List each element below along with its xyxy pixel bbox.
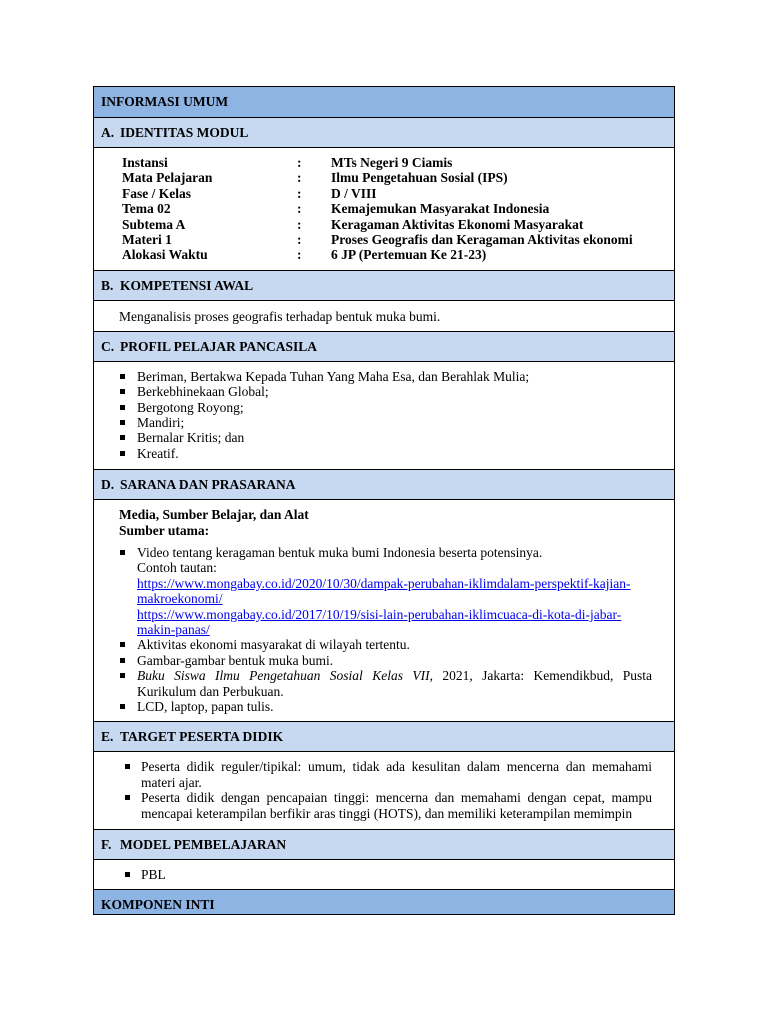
section-letter: F.	[101, 837, 112, 853]
list-item	[94, 668, 652, 699]
identitas-value: 6 JP (Pertemuan Ke 21-23)	[331, 247, 487, 263]
sarana-list	[94, 545, 652, 714]
media-subheading: Media, Sumber Belajar, dan Alat	[119, 507, 309, 523]
contoh-tautan-label: Contoh tautan:	[137, 560, 217, 576]
section-letter: B.	[101, 277, 114, 293]
sarana-subheadings	[94, 507, 652, 538]
komponen-inti-header: KOMPONEN INTI	[94, 890, 674, 914]
identitas-key: Tema 02	[122, 201, 171, 217]
module-document	[93, 86, 675, 915]
list-item: Peserta didik dengan pencapaian tinggi: mencerna dan memahami dengan cepat, mampu mencapai keterampilan berfikir aras tinggi (HOTS), dan memiliki keterampilan memimpin	[94, 790, 652, 821]
section-letter: A.	[101, 125, 115, 140]
section-title: KOMPETENSI AWAL	[120, 277, 254, 293]
list-item: Kreatif.	[94, 446, 674, 461]
identitas-sep: :	[297, 185, 302, 201]
list-item: Berkebhinekaan Global;	[94, 384, 674, 399]
identitas-key: Instansi	[122, 155, 168, 170]
link-mongabay-2017[interactable]: https://www.mongabay.co.id/2017/10/19/sisi-lain-perubahan-iklimcuaca-di-kota-di-jabar-makin-panas/	[137, 606, 622, 638]
identitas-row	[122, 201, 674, 216]
section-title: TARGET PESERTA DIDIK	[120, 729, 284, 745]
link-mongabay-2020[interactable]: https://www.mongabay.co.id/2020/10/30/dampak-perubahan-iklimdalam-perspektif-kajian-makroekonomi/	[137, 575, 631, 607]
identitas-value: Proses Geografis dan Keragaman Aktivitas ekonomi	[331, 231, 633, 247]
list-item: Beriman, Bertakwa Kepada Tuhan Yang Maha Esa, dan Berahlak Mulia;	[94, 369, 674, 384]
profil-list-box	[94, 362, 674, 470]
book-details: , 2021, Jakarta: Kemendikbud, Pusta Kurikulum dan Perbukuan.	[137, 668, 653, 699]
sarana-box	[94, 500, 674, 722]
list-item: LCD, laptop, papan tulis.	[94, 699, 652, 714]
identitas-key: Subtema A	[122, 216, 186, 232]
identitas-sep: :	[297, 231, 302, 247]
model-list	[94, 867, 674, 882]
section-f-header	[94, 830, 674, 860]
identitas-row	[122, 217, 674, 232]
identitas-row	[122, 155, 674, 170]
list-item: Mandiri;	[94, 415, 674, 430]
target-box	[94, 752, 674, 830]
identitas-sep: :	[297, 201, 302, 217]
identitas-row	[122, 170, 674, 185]
section-title: PROFIL PELAJAR PANCASILA	[120, 338, 318, 354]
identitas-value: D / VIII	[331, 185, 377, 201]
identitas-value: Ilmu Pengetahuan Sosial (IPS)	[331, 170, 508, 186]
section-c-header	[94, 332, 674, 362]
section-a-header	[94, 118, 674, 148]
section-b-header	[94, 271, 674, 301]
list-item: Gambar-gambar bentuk muka bumi.	[94, 653, 652, 668]
identitas-key: Fase / Kelas	[122, 185, 191, 201]
profil-list	[94, 369, 674, 461]
identitas-key: Alokasi Waktu	[122, 247, 208, 263]
sumber-utama-subheading: Sumber utama:	[119, 522, 210, 538]
list-item: Aktivitas ekonomi masyarakat di wilayah tertentu.	[94, 637, 652, 652]
section-letter: C.	[101, 338, 115, 354]
target-list	[94, 759, 652, 821]
identitas-sep: :	[297, 247, 302, 263]
section-title: MODEL PEMBELAJARAN	[120, 837, 287, 853]
section-e-header	[94, 722, 674, 752]
list-item: Bernalar Kritis; dan	[94, 430, 674, 445]
identitas-row	[122, 247, 674, 262]
identitas-sep: :	[297, 216, 302, 232]
identitas-table	[94, 148, 674, 271]
list-item: PBL	[94, 867, 674, 882]
identitas-value: Keragaman Aktivitas Ekonomi Masyarakat	[331, 216, 584, 232]
section-title: IDENTITAS MODUL	[120, 125, 249, 140]
kompetensi-text: Menganalisis proses geografis terhadap bentuk muka bumi.	[94, 301, 674, 332]
identitas-key: Materi 1	[122, 231, 172, 247]
list-item	[94, 545, 652, 637]
identitas-row	[122, 232, 674, 247]
identitas-sep: :	[297, 155, 302, 170]
book-title: Buku Siswa Ilmu Pengetahuan Sosial Kelas VII	[137, 668, 430, 684]
list-item: Peserta didik reguler/tipikal: umum, tidak ada kesulitan dalam mencerna dan memahami materi ajar.	[94, 759, 652, 790]
section-letter: D.	[101, 477, 115, 493]
video-text: Video tentang keragaman bentuk muka bumi Indonesia beserta potensinya.	[137, 544, 543, 560]
informasi-umum-header: INFORMASI UMUM	[94, 87, 674, 118]
section-d-header	[94, 470, 674, 500]
identitas-row	[122, 186, 674, 201]
identitas-value: Kemajemukan Masyarakat Indonesia	[331, 201, 550, 217]
list-item: Bergotong Royong;	[94, 400, 674, 415]
identitas-value: MTs Negeri 9 Ciamis	[331, 155, 453, 170]
identitas-sep: :	[297, 170, 302, 186]
model-box	[94, 860, 674, 890]
section-letter: E.	[101, 729, 114, 745]
section-title: SARANA DAN PRASARANA	[120, 477, 296, 493]
identitas-key: Mata Pelajaran	[122, 170, 213, 186]
